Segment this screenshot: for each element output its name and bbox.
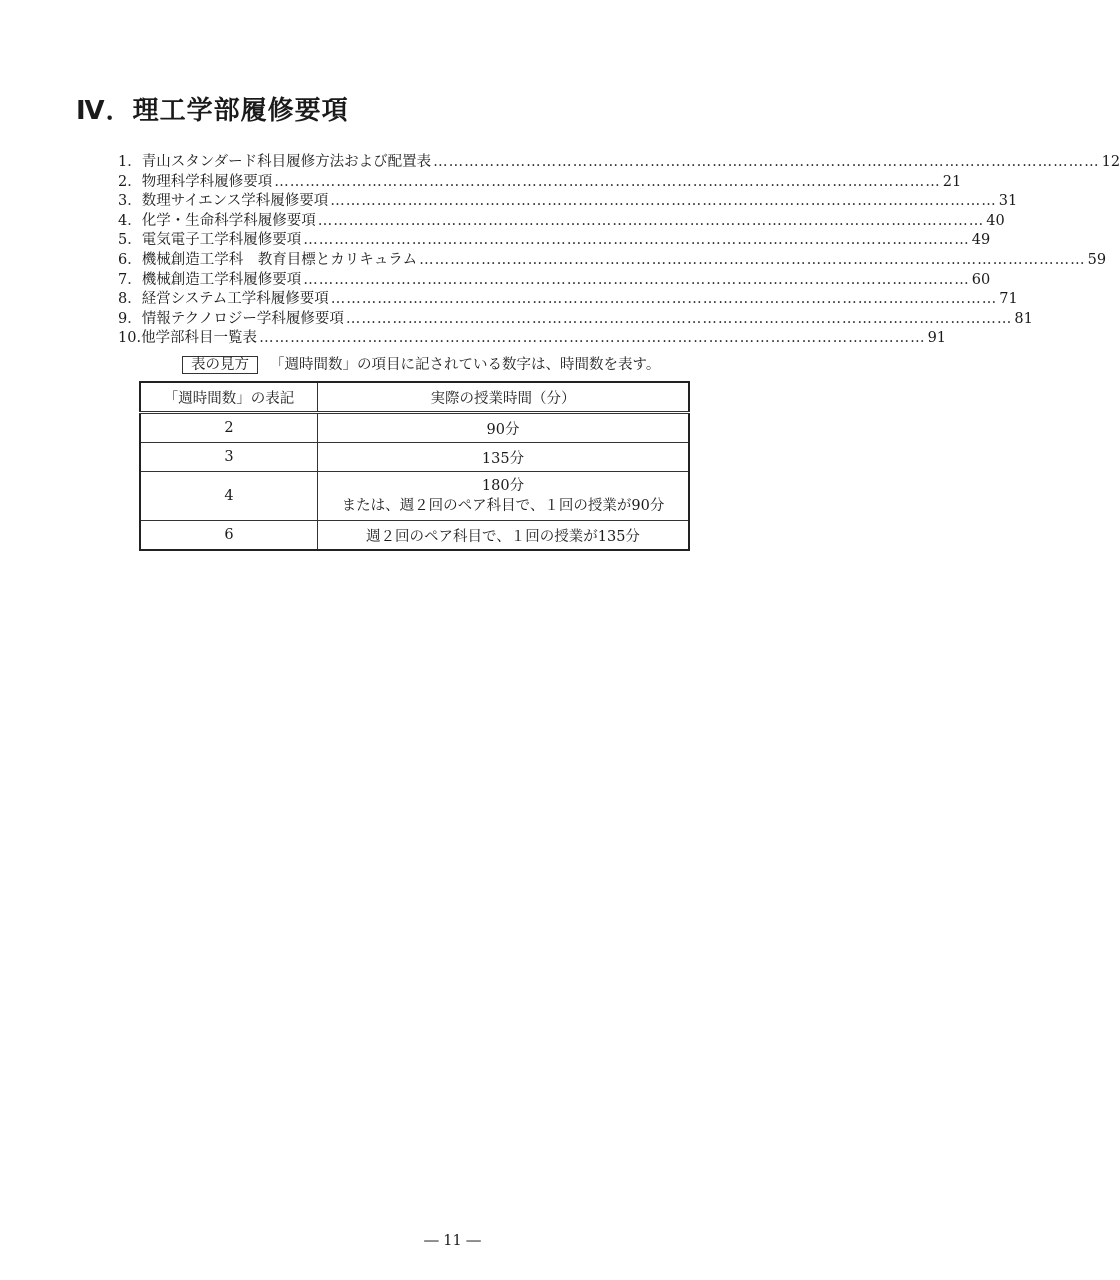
toc-entry[interactable] [118, 251, 1107, 271]
toc-leader: ………………………………………………………………………………………………………………… [419, 251, 1086, 268]
toc-title: 物理科学科履修要項 [141, 173, 273, 190]
toc-title: 経営システム工学科履修要項 [141, 291, 329, 308]
toc-entry[interactable] [118, 231, 991, 251]
toc-number: 2． [118, 173, 142, 190]
table-of-contents [118, 153, 1120, 349]
toc-page-number: 49 [971, 232, 991, 249]
toc-entry[interactable] [118, 290, 1018, 310]
actual-time-cell: 135分 [318, 443, 690, 472]
weekly-hours-cell: 3 [140, 443, 318, 472]
toc-leader: ………………………………………………………………………………………………………………… [330, 291, 998, 308]
weekly-hours-cell: 4 [140, 472, 318, 521]
toc-entry[interactable] [118, 271, 991, 291]
toc-number: 3． [118, 193, 142, 210]
actual-time-note: または、週２回のペア科目で、１回の授業が90分 [341, 498, 665, 514]
toc-entry[interactable] [118, 153, 1120, 173]
toc-title: 機械創造工学科 教育目標とカリキュラム [141, 251, 418, 268]
toc-page-number: 21 [942, 173, 962, 190]
toc-leader: ………………………………………………………………………………………………………………… [274, 173, 941, 190]
toc-page-number: 40 [986, 212, 1005, 229]
table-row [140, 472, 689, 521]
toc-entry[interactable] [118, 329, 947, 349]
table-row [140, 443, 689, 472]
toc-title: 数理サイエンス学科履修要項 [141, 193, 329, 210]
table-row [140, 521, 689, 551]
actual-time-cell [318, 472, 690, 521]
toc-page-number: 12 [1101, 154, 1120, 170]
table-header-row [140, 382, 689, 413]
column-header-actual-time: 実際の授業時間（分） [318, 382, 690, 413]
toc-number: 4． [118, 212, 142, 229]
toc-entry[interactable] [118, 212, 1005, 232]
toc-number: 9． [118, 310, 142, 327]
column-header-weekly-hours: 「週時間数」の表記 [140, 382, 318, 413]
toc-number: 10. [118, 330, 142, 347]
toc-page-number: 60 [971, 271, 991, 288]
toc-page-number: 81 [1014, 310, 1033, 327]
toc-number: 5． [118, 232, 142, 249]
toc-leader: ………………………………………………………………………………………………………………… [433, 154, 1100, 170]
legend-label: 表の見方 [182, 356, 258, 374]
toc-title: 電気電子工学科履修要項 [141, 232, 302, 249]
toc-page-number: 31 [998, 193, 1018, 210]
toc-leader: ………………………………………………………………………………………………………………… [303, 271, 970, 288]
toc-page-number: 91 [927, 330, 947, 347]
page-number: ― 11 ― [424, 1233, 481, 1249]
table-legend [182, 353, 660, 374]
toc-entry[interactable] [118, 192, 1018, 212]
toc-title: 情報テクノロジー学科履修要項 [141, 310, 344, 327]
toc-title: 青山スタンダード科目履修方法および配置表 [141, 154, 432, 170]
toc-number: 6． [118, 251, 142, 268]
toc-number: 8． [118, 291, 142, 308]
toc-leader: ………………………………………………………………………………………………………………… [303, 232, 970, 249]
actual-time-cell: 90分 [318, 413, 690, 443]
toc-number: 1． [118, 154, 142, 170]
actual-time-cell: 週２回のペア科目で、１回の授業が135分 [318, 521, 690, 551]
weekly-hours-cell: 6 [140, 521, 318, 551]
section-heading: Ⅳ．理工学部履修要項 [76, 96, 349, 126]
legend-text: 「週時間数」の項目に記されている数字は、時間数を表す。 [270, 357, 661, 373]
toc-entry[interactable] [118, 173, 962, 193]
toc-leader: ………………………………………………………………………………………………………………… [317, 212, 985, 229]
toc-leader: ………………………………………………………………………………………………………………… [345, 310, 1013, 327]
toc-leader: ………………………………………………………………………………………………………………… [330, 193, 997, 210]
toc-title: 機械創造工学科履修要項 [141, 271, 302, 288]
toc-title: 他学部科目一覧表 [141, 330, 258, 347]
weekly-hours-cell: 2 [140, 413, 318, 443]
toc-page-number: 71 [999, 291, 1018, 308]
weekly-hours-table [139, 381, 690, 551]
toc-page-number: 59 [1087, 251, 1107, 268]
toc-title: 化学・生命科学科履修要項 [141, 212, 316, 229]
toc-number: 7． [118, 271, 142, 288]
actual-time-line: 180分 [481, 478, 525, 494]
toc-entry[interactable] [118, 310, 1033, 330]
table-row [140, 413, 689, 443]
toc-leader: ………………………………………………………………………………………………………………… [259, 330, 926, 347]
